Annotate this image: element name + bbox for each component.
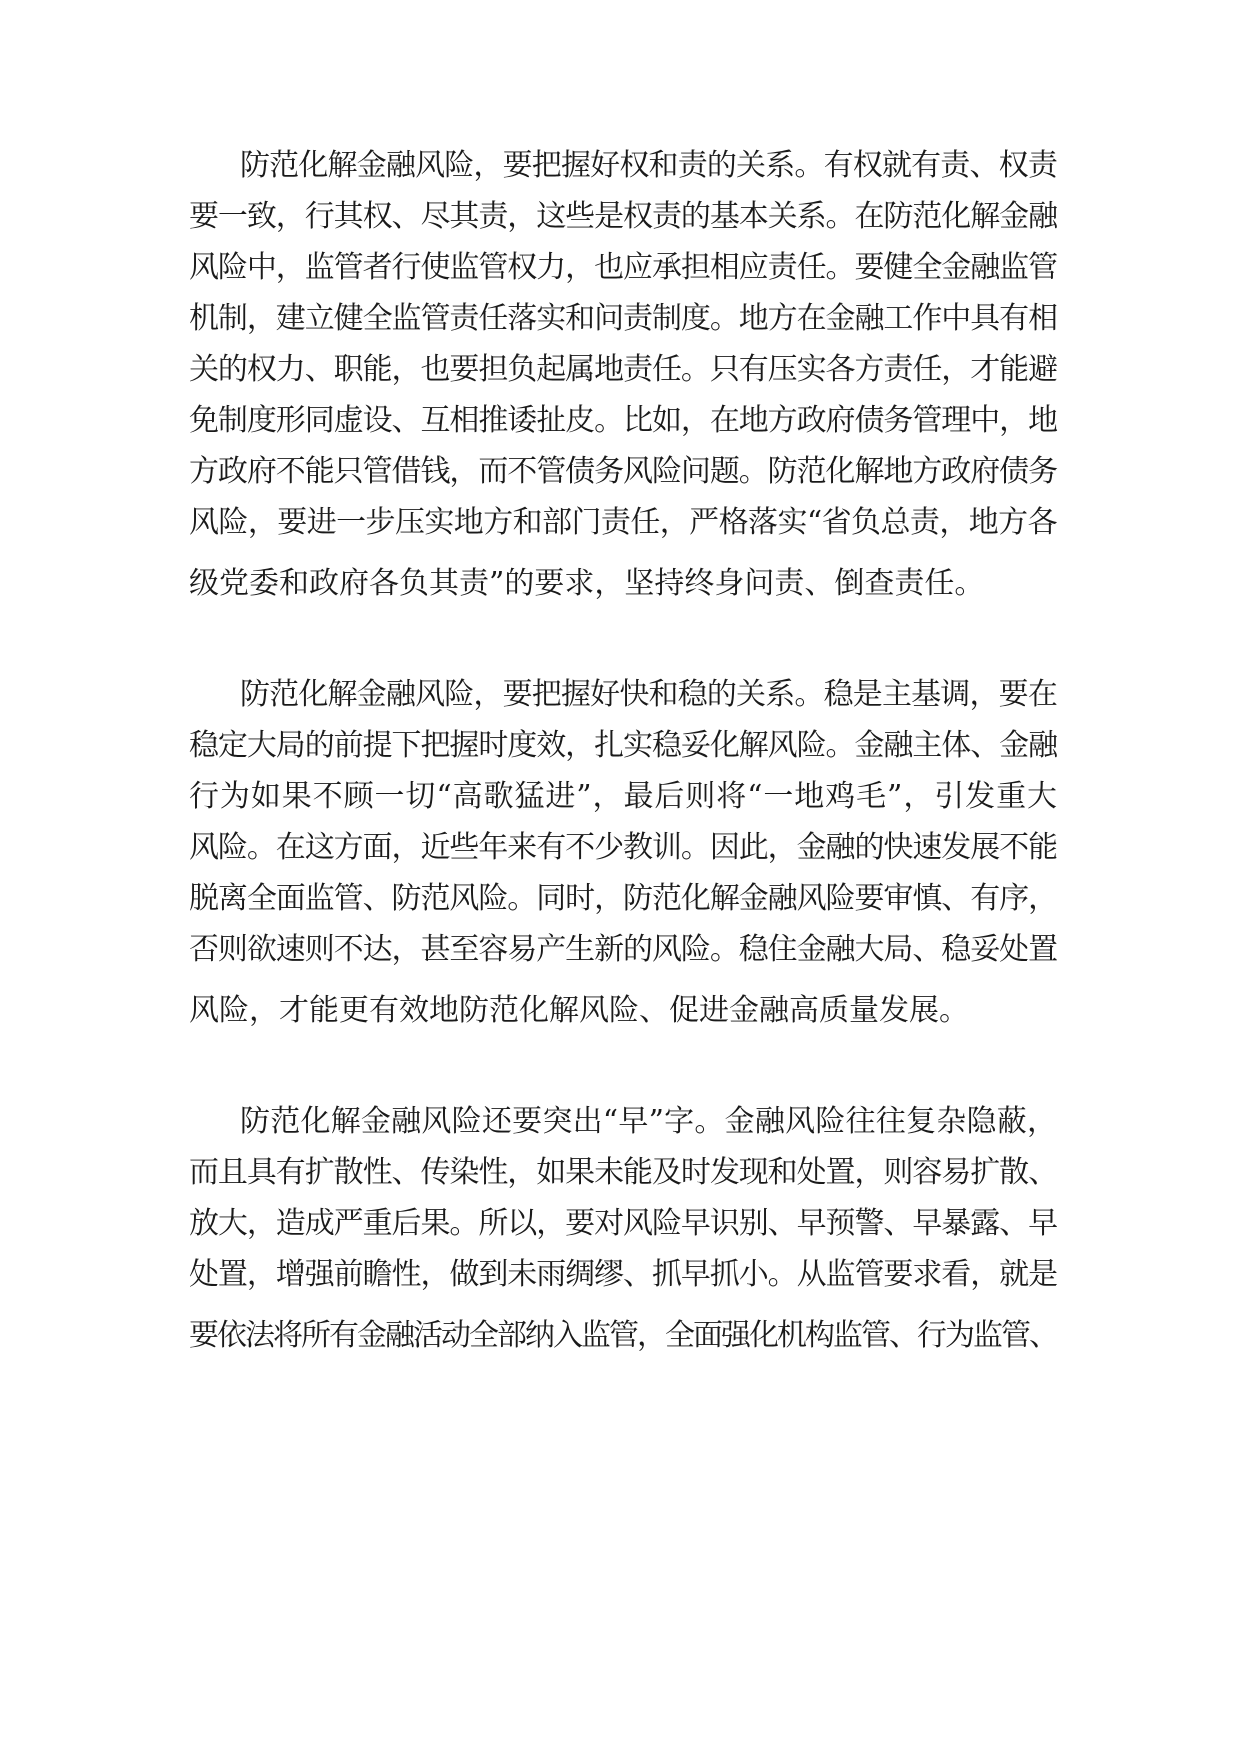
text-line: 脱离全面监管、防范风险。同时，防范化解金融风险要审慎、有序， — [189, 881, 1057, 916]
text-line: 机制，建立健全监管责任落实和问责制度。地方在金融工作中具有相 — [189, 301, 1057, 336]
text-line: 风险。在这方面，近些年来有不少教训。因此，金融的快速发展不能 — [189, 830, 1057, 865]
paragraph-speed-stability — [189, 676, 1057, 1030]
text-line: 而且具有扩散性、传染性，如果未能及时发现和处置，则容易扩散、 — [189, 1155, 1057, 1190]
text-line: 关的权力、职能，也要担负起属地责任。只有压实各方责任，才能避 — [189, 352, 1057, 387]
text-line: 稳定大局的前提下把握时度效，扎实稳妥化解风险。金融主体、金融 — [189, 728, 1057, 763]
text-line: 放大，造成严重后果。所以，要对风险早识别、早预警、早暴露、早 — [189, 1206, 1057, 1241]
text-line: 方政府不能只管借钱，而不管债务风险问题。防范化解地方政府债务 — [189, 454, 1057, 489]
text-line: 防范化解金融风险，要把握好权和责的关系。有权就有责、权责 — [240, 148, 1057, 183]
text-line: 级党委和政府各负其责”的要求，坚持终身问责、倒查责任。 — [189, 566, 985, 601]
text-line: 防范化解金融风险还要突出“早”字。金融风险往往复杂隐蔽， — [240, 1104, 1057, 1139]
text-line: 要一致，行其权、尽其责，这些是权责的基本关系。在防范化解金融 — [189, 199, 1057, 234]
text-line: 防范化解金融风险，要把握好快和稳的关系。稳是主基调，要在 — [240, 677, 1057, 712]
paragraph-rights-responsibilities — [189, 147, 1057, 603]
text-line: 要依法将所有金融活动全部纳入监管，全面强化机构监管、行为监管、 — [189, 1318, 1057, 1353]
text-line: 风险中，监管者行使监管权力，也应承担相应责任。要健全金融监管 — [189, 250, 1057, 285]
text-line: 行为如果不顾一切“高歌猛进”，最后则将“一地鸡毛”，引发重大 — [189, 779, 1057, 814]
paragraph-early-action — [189, 1103, 1057, 1355]
text-line: 处置，增强前瞻性，做到未雨绸缪、抓早抓小。从监管要求看，就是 — [189, 1257, 1057, 1292]
text-line: 风险，要进一步压实地方和部门责任，严格落实“省负总责，地方各 — [189, 505, 1057, 540]
text-line: 否则欲速则不达，甚至容易产生新的风险。稳住金融大局、稳妥处置 — [189, 932, 1057, 967]
text-line: 风险，才能更有效地防范化解风险、促进金融高质量发展。 — [189, 993, 969, 1028]
text-line: 免制度形同虚设、互相推诿扯皮。比如，在地方政府债务管理中，地 — [189, 403, 1057, 438]
